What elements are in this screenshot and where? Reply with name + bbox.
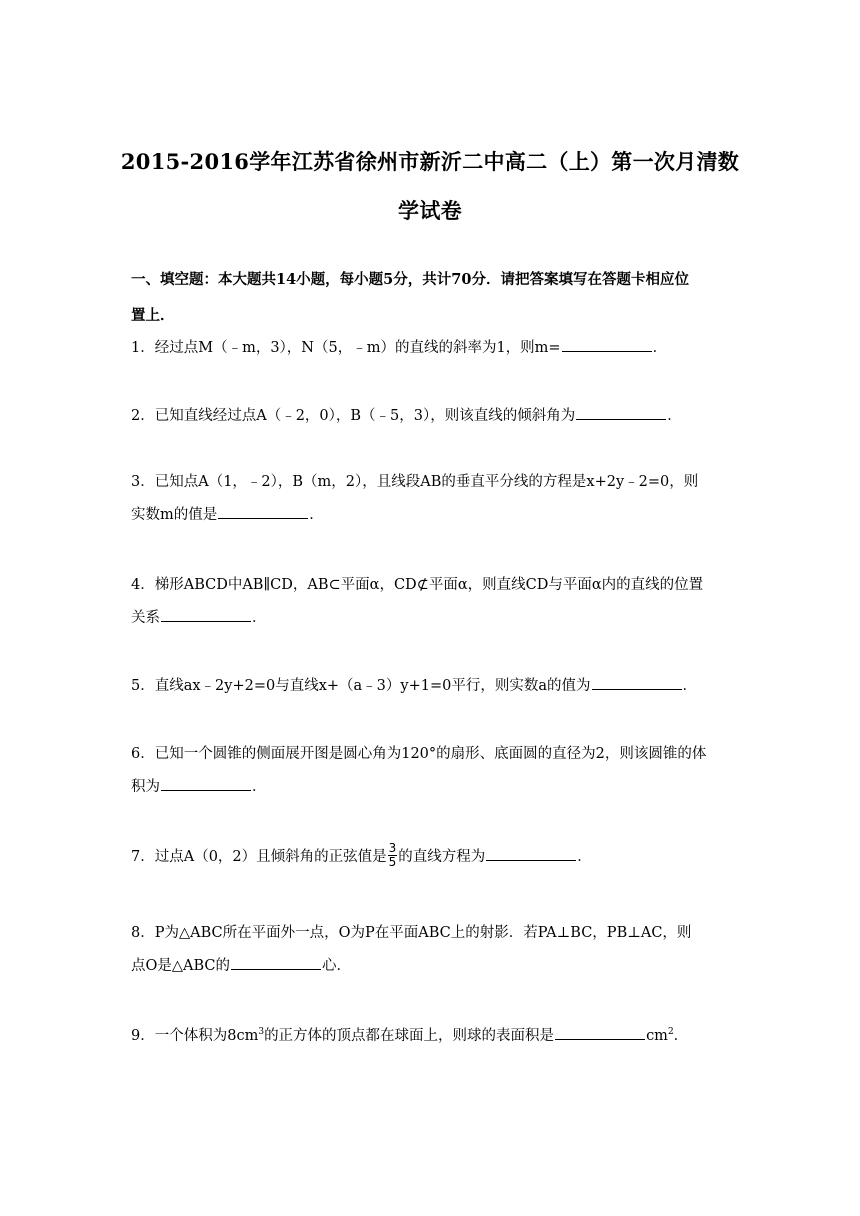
question-7-end: ． [577, 849, 592, 865]
question-9 [131, 1020, 731, 1053]
question-3-line-1: 3．已知点A（1，﹣2），B（m，2），且线段AB的垂直平分线的方程是x+2y﹣2=0，则 [131, 474, 699, 490]
fraction-denominator: 5 [388, 854, 397, 869]
question-4 [131, 569, 731, 635]
question-6-line-1: 6．已知一个圆锥的侧面展开图是圆心角为120°的扇形、底面圆的直径为2，则该圆锥的体 [131, 746, 707, 762]
answer-blank-7[interactable] [486, 846, 576, 861]
question-9-end: ． [673, 1028, 689, 1044]
question-5-text: 5．直线ax﹣2y+2=0与直线x+（a﹣3）y+1=0平行，则实数a的值为 [131, 678, 591, 694]
question-7 [131, 841, 731, 874]
answer-blank-3[interactable] [218, 504, 308, 519]
answer-blank-1[interactable] [562, 337, 652, 352]
question-6 [131, 738, 731, 804]
exam-title-line-2: 学试卷 [398, 198, 462, 223]
question-9-pre: 9．一个体积为8cm [131, 1028, 259, 1044]
question-1 [131, 332, 731, 365]
question-8-end: 心． [322, 958, 352, 974]
answer-blank-5[interactable] [592, 675, 682, 690]
question-2 [131, 400, 731, 433]
question-2-end: ． [667, 408, 682, 424]
fraction [388, 842, 398, 869]
question-8 [131, 917, 731, 983]
question-9-mid: 的正方体的顶点都在球面上，则球的表面积是 [264, 1028, 555, 1044]
question-3-line-2: 实数m的值是 [131, 507, 218, 523]
question-7-pre: 7．过点A（0，2）且倾斜角的正弦值是 [131, 849, 387, 865]
question-6-line-2: 积为 [131, 779, 160, 795]
superscript-2: 2 [667, 1027, 674, 1038]
question-4-end: ． [252, 610, 267, 626]
question-3-end: ． [309, 507, 324, 523]
question-4-line-1: 4．梯形ABCD中AB∥CD，AB⊂平面α，CD⊄平面α，则直线CD与平面α内的直线的位置 [131, 577, 704, 593]
answer-blank-9[interactable] [555, 1025, 645, 1040]
section-heading-line-2: 置上． [131, 307, 175, 324]
question-5-end: ． [682, 678, 697, 694]
answer-blank-2[interactable] [576, 405, 666, 420]
question-4-line-2: 关系 [131, 610, 160, 626]
question-7-post: 的直线方程为 [398, 849, 486, 865]
question-1-end: ． [652, 340, 668, 356]
question-8-line-1: 8．P为△ABC所在平面外一点，O为P在平面ABC上的射影．若PA⊥BC，PB⊥AC，则 [131, 925, 692, 941]
question-8-line-2: 点O是△ABC的 [131, 958, 231, 974]
question-2-text: 2．已知直线经过点A（﹣2，0），B（﹣5，3），则该直线的倾斜角为 [131, 408, 576, 424]
superscript-3: 3 [258, 1027, 265, 1038]
exam-title-line-1: 2015-2016学年江苏省徐州市新沂二中高二（上）第一次月清数 [120, 149, 740, 174]
section-heading-line-1: 一、填空题：本大题共14小题，每小题5分，共计70分．请把答案填写在答题卡相应位 [131, 271, 689, 288]
question-3 [131, 466, 731, 532]
question-9-unit: cm [646, 1028, 668, 1044]
answer-blank-6[interactable] [161, 776, 251, 791]
question-1-text: 1．经过点M（﹣m，3），N（5，﹣m）的直线的斜率为1，则m= [131, 340, 561, 356]
fraction-numerator: 3 [388, 840, 397, 855]
question-5 [131, 670, 731, 703]
question-6-end: ． [252, 779, 267, 795]
answer-blank-8[interactable] [231, 955, 321, 970]
answer-blank-4[interactable] [161, 607, 251, 622]
